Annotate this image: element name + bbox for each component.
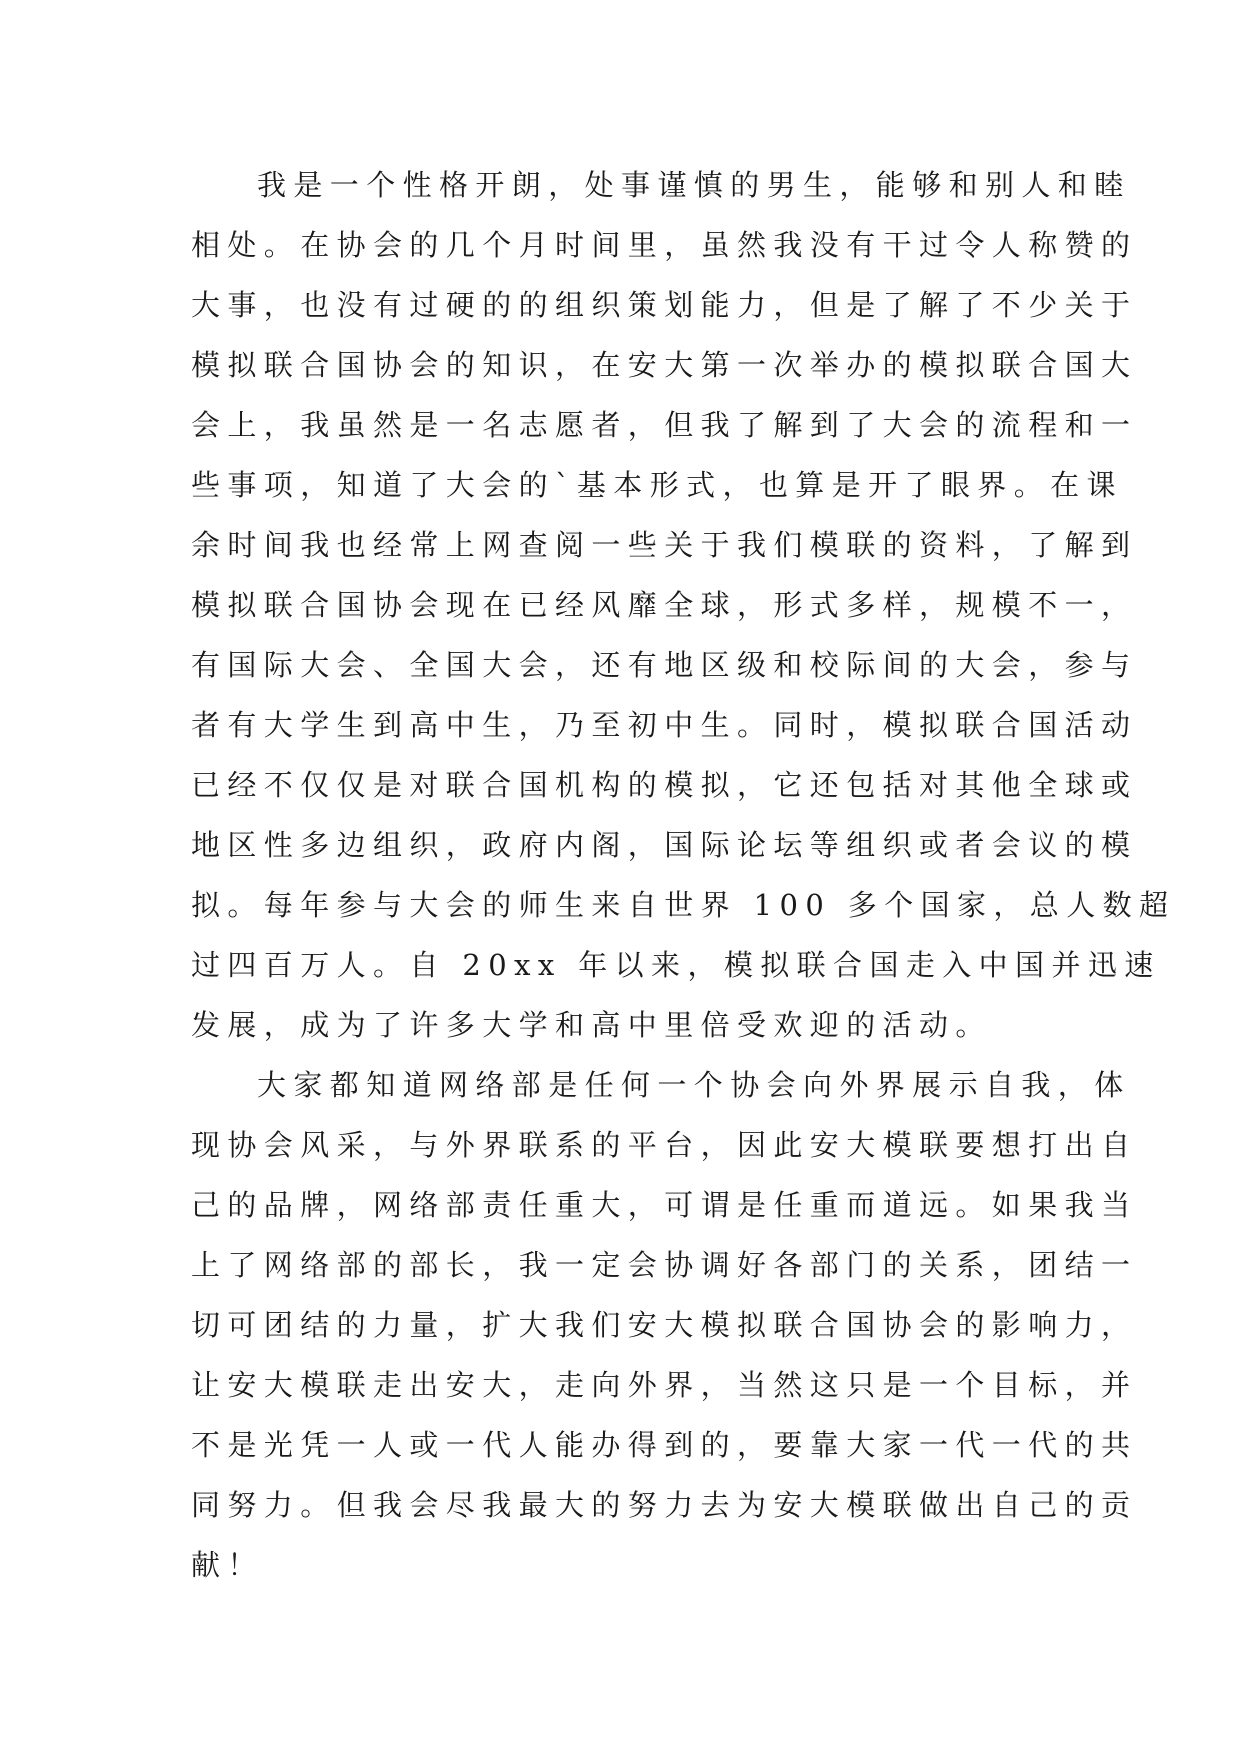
paragraph-1-line-12: 地区性多边组织，政府内阁，国际论坛等组织或者会议的模: [191, 828, 1138, 862]
paragraph-2-line-8: 同努力。但我会尽我最大的努力去为安大模联做出自己的贡: [191, 1488, 1138, 1522]
paragraph-1-line-6: 些事项，知道了大会的`基本形式，也算是开了眼界。在课: [191, 468, 1123, 502]
paragraph-1-line-1: 我是一个性格开朗，处事谨慎的男生，能够和别人和睦: [257, 168, 1131, 202]
paragraph-1-line-4: 模拟联合国协会的知识，在安大第一次举办的模拟联合国大: [191, 348, 1138, 382]
paragraph-1-line-11: 已经不仅仅是对联合国机构的模拟，它还包括对其他全球或: [191, 768, 1138, 802]
paragraph-2-line-6: 让安大模联走出安大，走向外界，当然这只是一个目标，并: [191, 1368, 1138, 1402]
paragraph-1-line-15: 发展，成为了许多大学和高中里倍受欢迎的活动。: [191, 1008, 992, 1042]
paragraph-2-line-7: 不是光凭一人或一代人能办得到的，要靠大家一代一代的共: [191, 1428, 1138, 1462]
paragraph-2-line-1: 大家都知道网络部是任何一个协会向外界展示自我，体: [257, 1068, 1131, 1102]
paragraph-2-line-3: 己的品牌，网络部责任重大，可谓是任重而道远。如果我当: [191, 1188, 1138, 1222]
paragraph-1-line-13: 拟。每年参与大会的师生来自世界 100 多个国家，总人数超: [191, 888, 1176, 922]
paragraph-1-line-7: 余时间我也经常上网查阅一些关于我们模联的资料，了解到: [191, 528, 1138, 562]
paragraph-2-line-2: 现协会风采，与外界联系的平台，因此安大模联要想打出自: [191, 1128, 1138, 1162]
paragraph-1-line-10: 者有大学生到高中生，乃至初中生。同时，模拟联合国活动: [191, 708, 1138, 742]
paragraph-1-line-9: 有国际大会、全国大会，还有地区级和校际间的大会，参与: [191, 648, 1138, 682]
paragraph-1-line-8: 模拟联合国协会现在已经风靡全球，形式多样，规模不一，: [191, 588, 1138, 622]
paragraph-1-line-14: 过四百万人。自 20xx 年以来，模拟联合国走入中国并迅速: [191, 948, 1161, 982]
paragraph-2-line-5: 切可团结的力量，扩大我们安大模拟联合国协会的影响力，: [191, 1308, 1138, 1342]
paragraph-1-line-5: 会上，我虽然是一名志愿者，但我了解到了大会的流程和一: [191, 408, 1138, 442]
paragraph-2-line-9: 献！: [191, 1548, 264, 1582]
paragraph-1-line-2: 相处。在协会的几个月时间里，虽然我没有干过令人称赞的: [191, 228, 1138, 262]
paragraph-2-line-4: 上了网络部的部长，我一定会协调好各部门的关系，团结一: [191, 1248, 1138, 1282]
document-body: [191, 155, 1176, 1595]
paragraph-1-line-3: 大事，也没有过硬的的组织策划能力，但是了解了不少关于: [191, 288, 1138, 322]
